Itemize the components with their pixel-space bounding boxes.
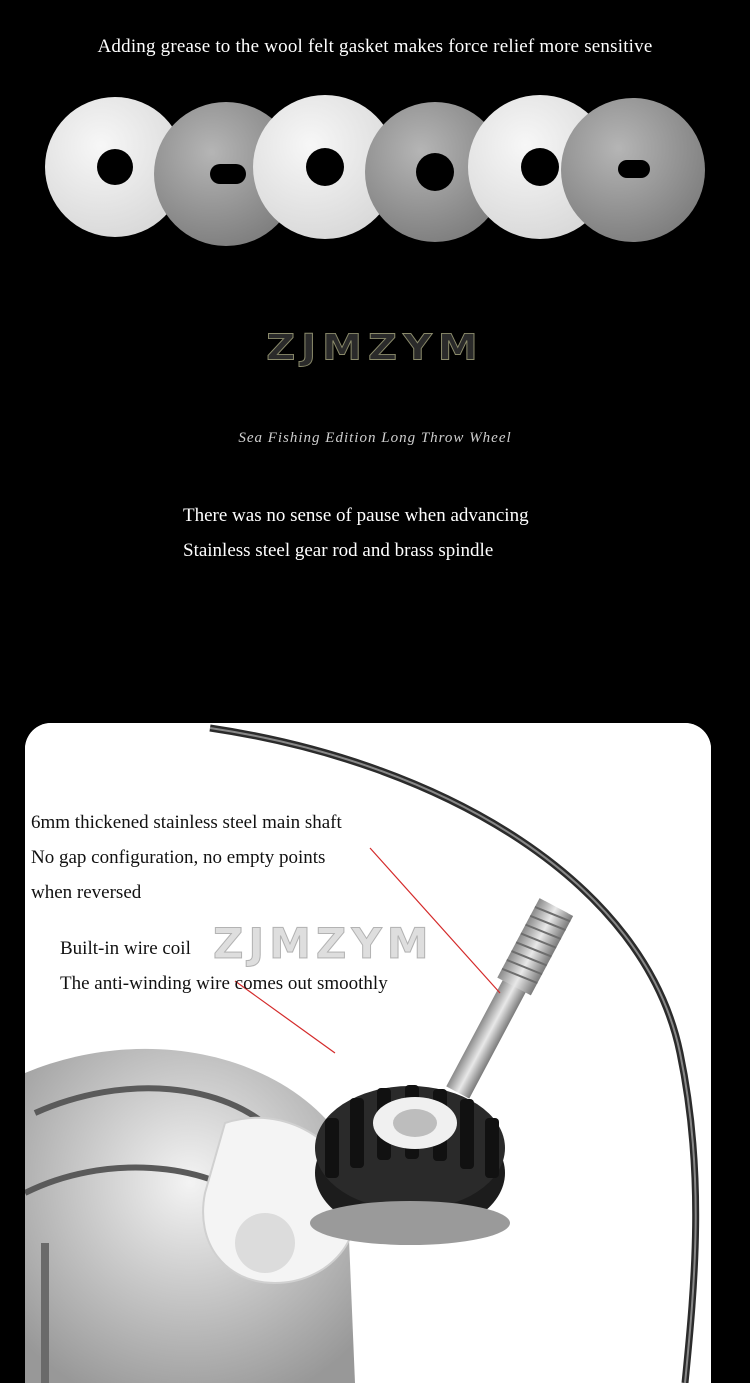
- feature-line-advance: There was no sense of pause when advancing: [183, 505, 529, 526]
- edition-tagline: Sea Fishing Edition Long Throw Wheel: [238, 430, 512, 446]
- brand-logo: ZJMZYM: [266, 327, 484, 369]
- reel-detail-panel: [25, 723, 711, 1383]
- annotation-no-gap: No gap configuration, no empty points: [31, 847, 326, 868]
- annotation-anti-winding: The anti-winding wire comes out smoothly: [60, 973, 388, 994]
- brand-watermark: ZJMZYM: [213, 919, 434, 968]
- gasket-caption: Adding grease to the wool felt gasket makes force relief more sensitive: [97, 36, 653, 57]
- gasket-washers-image: [30, 82, 720, 252]
- annotation-reversed: when reversed: [31, 882, 142, 903]
- annotation-main-shaft: 6mm thickened stainless steel main shaft: [31, 812, 342, 833]
- steel-washer-3: [561, 98, 705, 242]
- annotation-wire-coil: Built-in wire coil: [60, 938, 191, 959]
- feature-line-gear: Stainless steel gear rod and brass spindle: [183, 540, 494, 561]
